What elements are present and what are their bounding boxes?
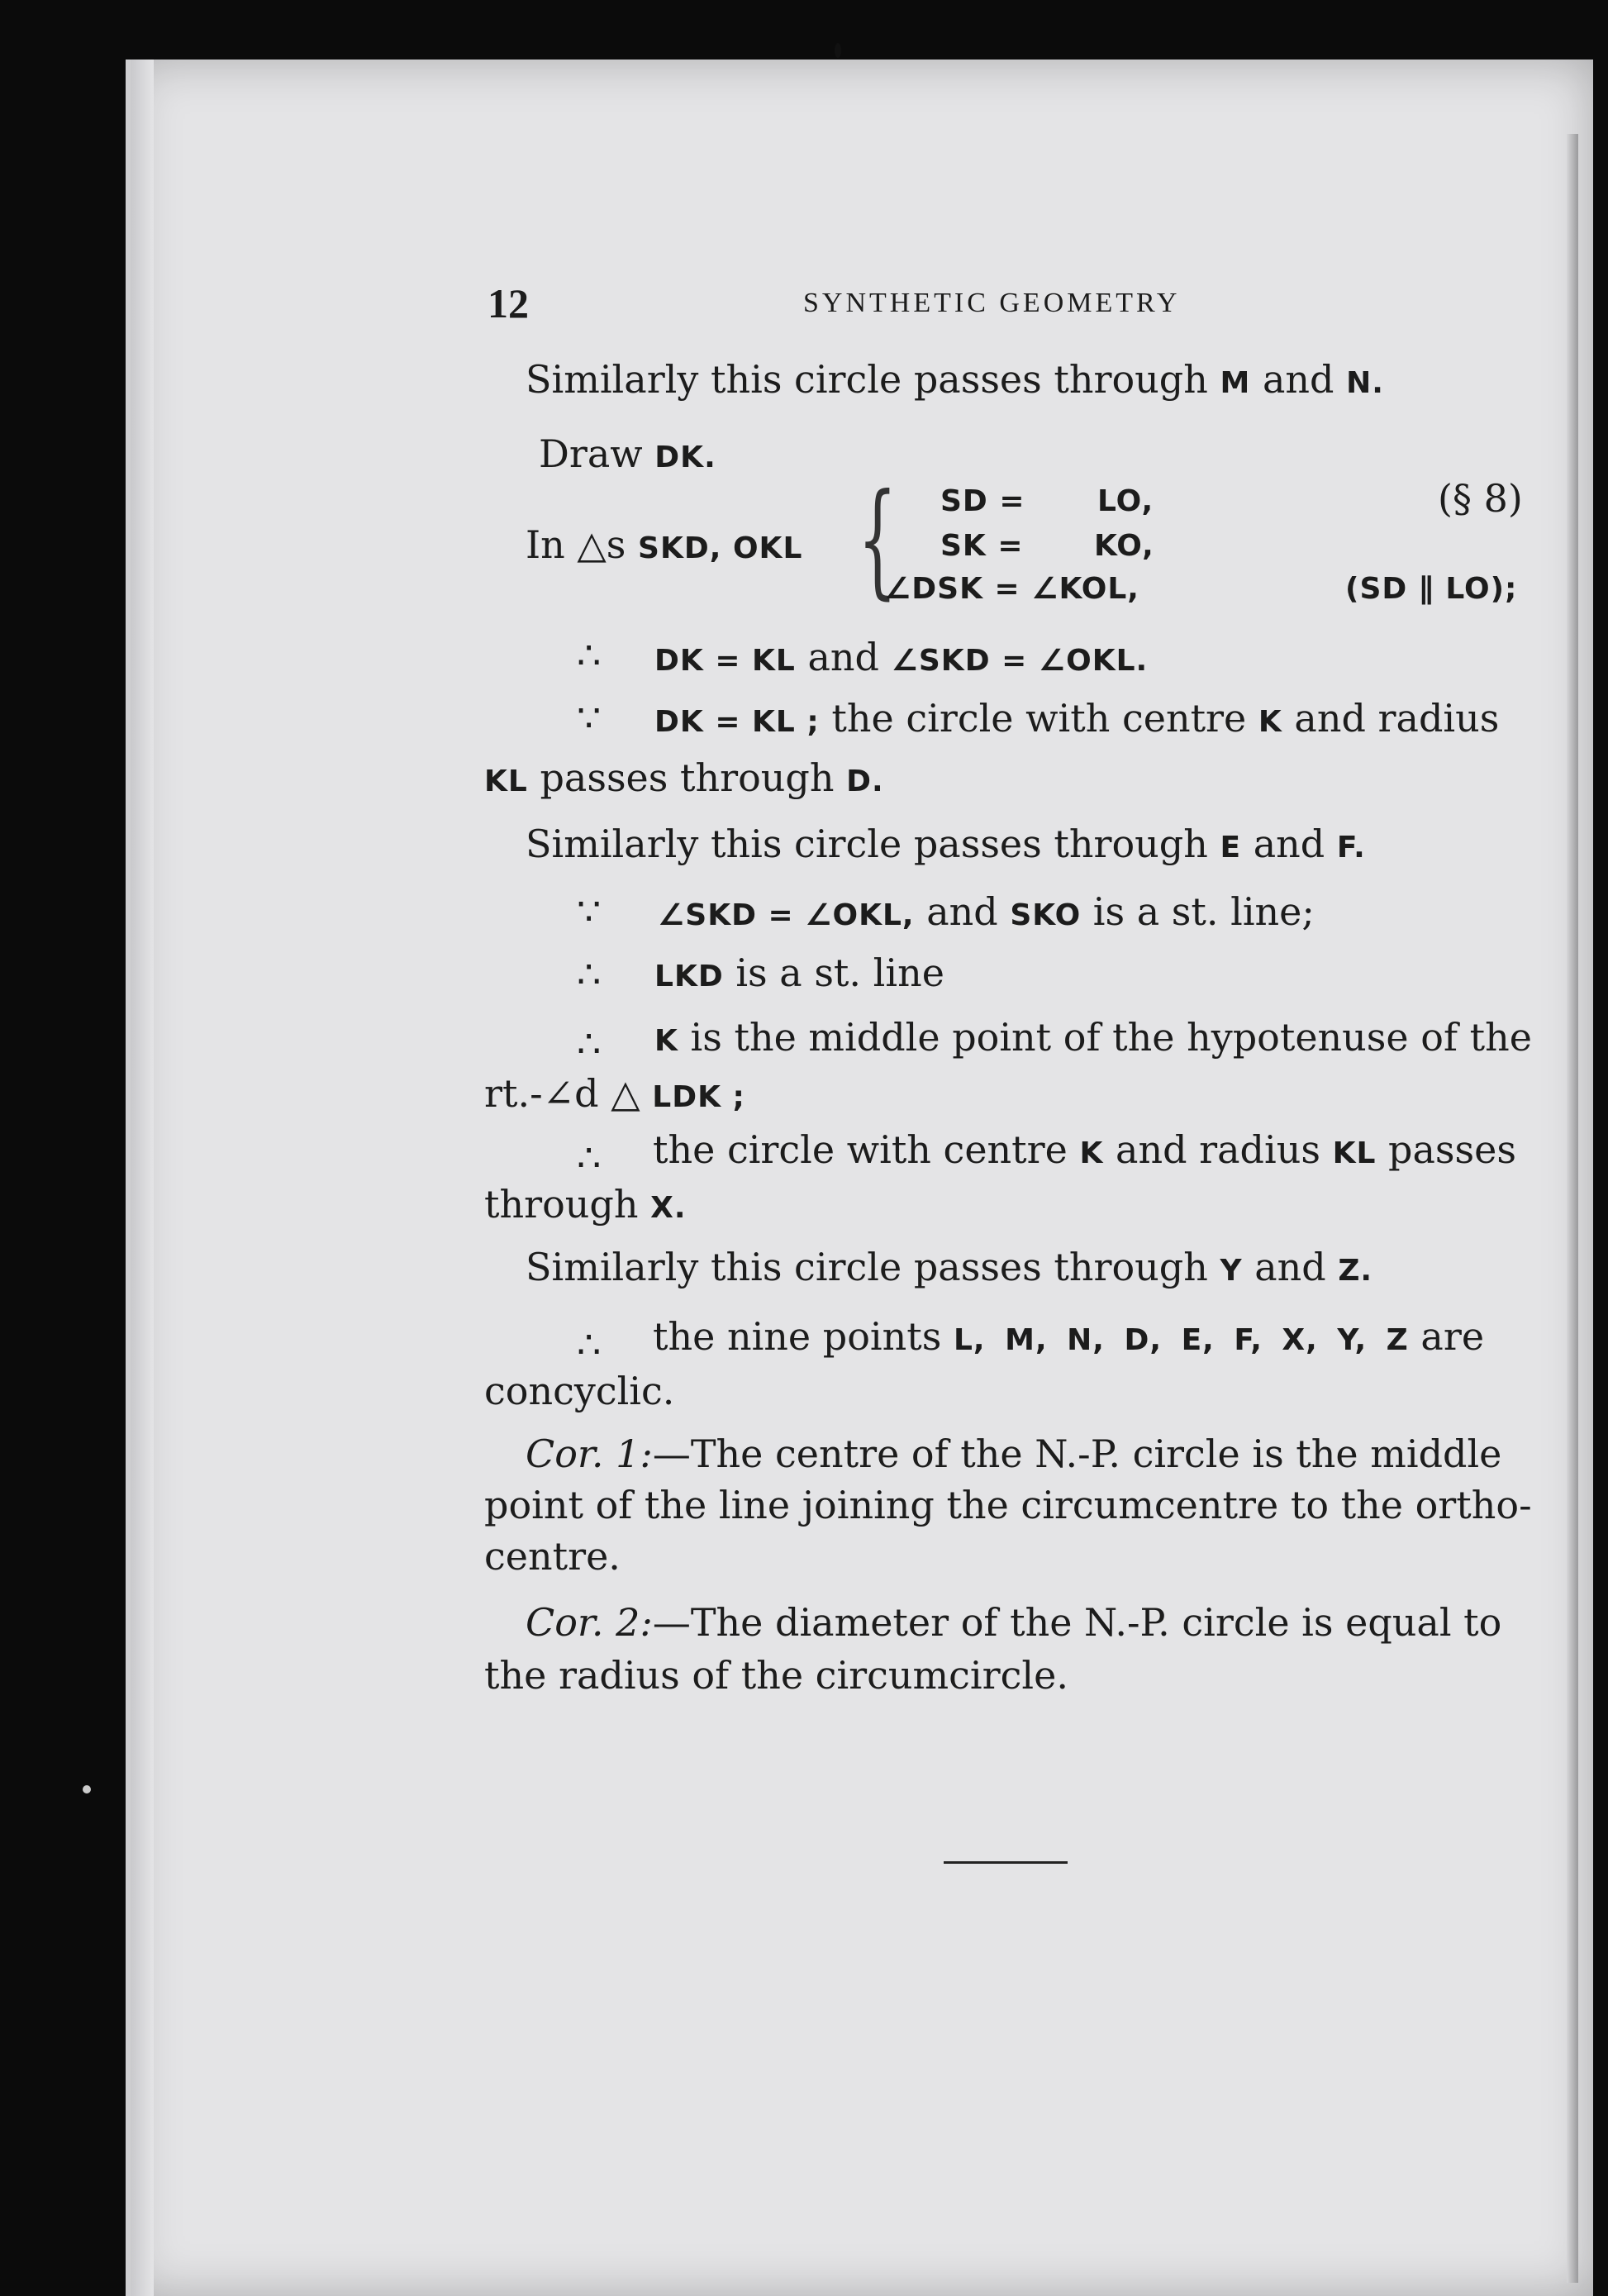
text-line: ∴: [577, 633, 602, 678]
reason: (§ 8): [1438, 476, 1523, 521]
text-line: the radius of the circumcircle.: [484, 1653, 1068, 1698]
text-line: ∴: [577, 1322, 602, 1367]
text-line: ∠SKD = ∠OKL, and SKO is a st. line;: [658, 889, 1315, 934]
text-line: ∴: [577, 952, 602, 997]
running-title: SYNTHETIC GEOMETRY: [803, 288, 1181, 318]
text-line: LKD is a st. line: [654, 950, 944, 995]
equation-right: KO,: [1094, 529, 1154, 563]
text-line: Similarly this circle passes through M and N.: [526, 357, 1384, 402]
text-line: DK = KL ; the circle with centre K and radius: [654, 696, 1500, 741]
text-line: ∴: [577, 1022, 602, 1066]
equation-left: SD =: [940, 484, 1025, 518]
section-end-rule: [944, 1861, 1068, 1864]
text-line: K is the middle point of the hypotenuse of the: [654, 1015, 1532, 1060]
left-brace: {: [858, 468, 897, 612]
scan-speck: [83, 1785, 91, 1793]
corollary-1: Cor. 1:—The centre of the N.-P. circle is the middle: [526, 1431, 1502, 1476]
text-line: the nine points L, M, N, D, E, F, X, Y, Z are: [653, 1314, 1485, 1359]
equation-right: LO,: [1097, 484, 1154, 518]
text-line: point of the line joining the circumcentre to the ortho-: [484, 1483, 1532, 1527]
text-line: DK = KL and ∠SKD = ∠OKL.: [654, 635, 1149, 679]
scan-speck: [835, 43, 841, 58]
text-line: Similarly this circle passes through E and F.: [526, 822, 1366, 866]
text-line: rt.-∠d △ LDK ;: [484, 1071, 745, 1116]
corollary-2: Cor. 2:—The diameter of the N.-P. circle is equal to: [526, 1600, 1502, 1645]
text-line: concyclic.: [484, 1369, 675, 1413]
text-line: In △s SKD, OKL: [526, 522, 803, 567]
text-line: the circle with centre K and radius KL passes: [653, 1127, 1516, 1172]
text-line: ∵: [577, 889, 602, 934]
text-line: Draw DK.: [539, 431, 716, 476]
text-line: KL passes through D.: [484, 755, 884, 800]
equation-left: SK =: [940, 529, 1024, 563]
text-line: centre.: [484, 1534, 621, 1579]
page-spine-shadow: [131, 60, 154, 2296]
text-line: Similarly this circle passes through Y and Z.: [526, 1245, 1373, 1289]
page-right-edge: [1567, 134, 1578, 2283]
text-line: ∵: [577, 696, 602, 741]
reason: (SD ∥ LO);: [1345, 572, 1518, 606]
text-line: ∴: [577, 1136, 602, 1180]
page-number: 12: [488, 280, 529, 326]
equation-full: ∠DSK = ∠KOL,: [884, 572, 1139, 606]
text-line: through X.: [484, 1182, 687, 1227]
